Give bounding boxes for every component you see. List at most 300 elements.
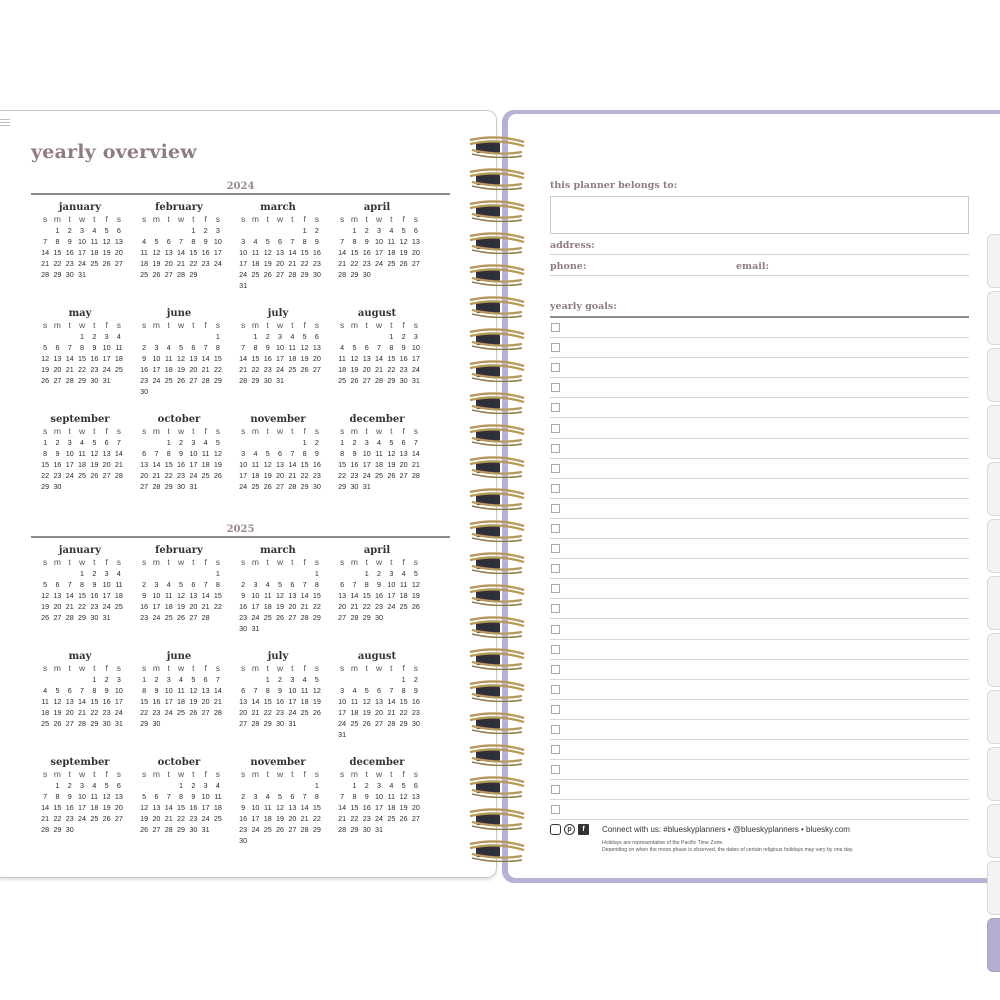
empty-day xyxy=(274,568,286,579)
day-number: 4 xyxy=(92,781,97,790)
day-number: 26 xyxy=(177,613,186,622)
day-grid xyxy=(138,225,228,280)
day-number: 16 xyxy=(350,460,359,469)
weekday-letter: t xyxy=(365,320,368,330)
day-number: 10 xyxy=(387,580,396,589)
day-number: 3 xyxy=(413,332,418,341)
weekday-letter: t xyxy=(390,769,393,779)
day-number: 29 xyxy=(189,270,198,279)
day-number: 12 xyxy=(387,449,396,458)
day-number: 17 xyxy=(362,460,371,469)
day-number: 9 xyxy=(92,580,97,589)
weekday-letter: t xyxy=(365,426,368,436)
day-number: 30 xyxy=(276,719,285,728)
goal-row[interactable] xyxy=(550,479,969,499)
month-tab[interactable] xyxy=(987,519,1000,573)
goal-row[interactable] xyxy=(550,760,969,780)
day-number: 7 xyxy=(352,580,357,589)
day-number: 29 xyxy=(41,482,50,491)
day-number: 20 xyxy=(189,365,198,374)
spiral-ring xyxy=(468,520,528,542)
goal-row[interactable] xyxy=(550,740,969,760)
day-number: 10 xyxy=(152,591,161,600)
weekday-letter: t xyxy=(390,663,393,673)
goal-checkbox[interactable] xyxy=(551,685,560,694)
month-tab[interactable] xyxy=(987,348,1000,402)
day-number: 21 xyxy=(375,365,384,374)
day-number: 2 xyxy=(191,781,196,790)
day-number: 23 xyxy=(362,259,371,268)
month-tab[interactable] xyxy=(987,861,1000,915)
day-number: 25 xyxy=(251,482,260,491)
day-number: 8 xyxy=(265,686,270,695)
day-number: 20 xyxy=(53,365,62,374)
day-number: 11 xyxy=(177,686,185,695)
goal-row[interactable] xyxy=(550,338,969,358)
goal-checkbox[interactable] xyxy=(551,645,560,654)
weekday-letter: s xyxy=(142,769,147,779)
goal-row[interactable] xyxy=(550,539,969,559)
day-number: 29 xyxy=(300,482,309,491)
empty-day xyxy=(150,568,162,579)
goal-row[interactable] xyxy=(550,660,969,680)
weekday-header xyxy=(138,320,228,331)
day-number: 1 xyxy=(92,675,97,684)
day-number: 27 xyxy=(152,825,161,834)
spiral-ring xyxy=(468,552,528,574)
day-number: 17 xyxy=(411,354,420,363)
month-name: february xyxy=(155,202,203,213)
day-number: 13 xyxy=(276,248,285,257)
day-number: 14 xyxy=(65,354,74,363)
day-number: 3 xyxy=(389,569,394,578)
disclaimer-line: Depending on when the moon phase is observed, the dates of certain religious holidays may vary by one day. xyxy=(602,847,854,853)
day-number: 11 xyxy=(201,449,210,458)
goal-checkbox[interactable] xyxy=(551,584,560,593)
goal-row[interactable] xyxy=(550,318,969,338)
day-number: 21 xyxy=(201,602,210,611)
day-number: 18 xyxy=(338,365,347,374)
day-number: 25 xyxy=(140,270,149,279)
day-number: 24 xyxy=(338,719,347,728)
weekday-header xyxy=(138,426,228,437)
weekday-letter: t xyxy=(68,214,71,224)
day-number: 30 xyxy=(102,719,111,728)
day-number: 31 xyxy=(362,482,371,491)
day-grid xyxy=(336,780,426,835)
day-number: 28 xyxy=(338,825,347,834)
day-number: 11 xyxy=(251,460,260,469)
day-number: 10 xyxy=(375,237,384,246)
goal-checkbox[interactable] xyxy=(551,484,560,493)
day-number: 3 xyxy=(104,332,109,341)
goal-checkbox[interactable] xyxy=(551,424,560,433)
empty-day xyxy=(274,437,286,448)
goal-row[interactable] xyxy=(550,358,969,378)
weekday-letter: f xyxy=(204,214,207,224)
day-number: 2 xyxy=(241,792,246,801)
empty-day xyxy=(348,568,360,579)
day-number: 23 xyxy=(399,365,408,374)
day-number: 23 xyxy=(276,708,285,717)
month-calendar xyxy=(31,307,129,413)
empty-day xyxy=(175,568,187,579)
weekday-letter: s xyxy=(116,769,122,779)
day-number: 13 xyxy=(114,792,123,801)
empty-day xyxy=(249,225,261,236)
day-number: 15 xyxy=(387,354,396,363)
day-number: 30 xyxy=(350,482,359,491)
day-number: 16 xyxy=(411,697,420,706)
weekday-letter: s xyxy=(413,426,419,436)
day-number: 8 xyxy=(314,792,319,801)
day-number: 8 xyxy=(55,792,60,801)
empty-day xyxy=(138,780,150,791)
empty-day xyxy=(348,674,360,685)
goal-checkbox[interactable] xyxy=(551,745,560,754)
pinterest-icon[interactable]: p xyxy=(564,824,575,835)
day-number: 25 xyxy=(177,708,186,717)
phone-email-line[interactable] xyxy=(550,275,969,276)
day-number: 18 xyxy=(164,602,173,611)
email-label: email: xyxy=(736,261,769,272)
day-number: 31 xyxy=(338,730,347,739)
instagram-icon[interactable] xyxy=(550,824,561,835)
weekday-letter: t xyxy=(68,769,71,779)
weekday-letter: t xyxy=(291,320,294,330)
day-number: 24 xyxy=(288,708,297,717)
day-number: 26 xyxy=(177,376,186,385)
day-number: 10 xyxy=(201,792,210,801)
day-number: 4 xyxy=(179,675,184,684)
day-number: 10 xyxy=(338,697,347,706)
weekday-letter: s xyxy=(340,769,345,779)
goal-row[interactable] xyxy=(550,499,969,519)
spiral-binding xyxy=(462,136,534,866)
weekday-letter: t xyxy=(167,426,170,436)
weekday-letter: s xyxy=(314,214,320,224)
day-number: 16 xyxy=(239,814,248,823)
day-number: 25 xyxy=(114,602,123,611)
day-number: 13 xyxy=(189,354,198,363)
day-number: 18 xyxy=(375,460,384,469)
day-number: 4 xyxy=(43,686,48,695)
day-number: 4 xyxy=(116,332,121,341)
day-number: 12 xyxy=(399,792,408,801)
goal-checkbox[interactable] xyxy=(551,524,560,533)
month-calendar xyxy=(229,413,327,519)
day-number: 6 xyxy=(67,686,72,695)
empty-day xyxy=(361,674,373,685)
day-number: 28 xyxy=(300,825,309,834)
weekday-letter: m xyxy=(350,426,358,436)
weekday-letter: f xyxy=(204,663,207,673)
day-number: 20 xyxy=(239,708,248,717)
day-number: 18 xyxy=(387,803,396,812)
spiral-ring xyxy=(468,648,528,670)
owner-name-box[interactable] xyxy=(550,196,969,234)
goal-row[interactable] xyxy=(550,378,969,398)
day-number: 5 xyxy=(314,675,319,684)
month-tab[interactable] xyxy=(987,690,1000,744)
day-number: 16 xyxy=(239,602,248,611)
goal-checkbox[interactable] xyxy=(551,464,560,473)
goal-checkbox[interactable] xyxy=(551,544,560,553)
day-number: 20 xyxy=(276,471,285,480)
goal-row[interactable] xyxy=(550,459,969,479)
goal-checkbox[interactable] xyxy=(551,604,560,613)
month-tab[interactable] xyxy=(987,234,1000,288)
day-number: 14 xyxy=(41,248,50,257)
weekday-letter: w xyxy=(78,214,86,224)
weekday-header xyxy=(336,663,426,674)
day-number: 26 xyxy=(399,814,408,823)
empty-day xyxy=(286,225,298,236)
empty-day xyxy=(39,225,51,236)
day-number: 15 xyxy=(338,460,347,469)
weekday-letter: t xyxy=(93,663,96,673)
month-name: may xyxy=(68,651,92,662)
day-number: 19 xyxy=(263,259,272,268)
day-number: 25 xyxy=(251,270,260,279)
goal-checkbox[interactable] xyxy=(551,805,560,814)
goal-checkbox[interactable] xyxy=(551,444,560,453)
goal-row[interactable] xyxy=(550,599,969,619)
goal-row[interactable] xyxy=(550,419,969,439)
month-tab[interactable] xyxy=(987,576,1000,630)
day-number: 18 xyxy=(213,803,222,812)
month-name: july xyxy=(267,308,289,319)
day-number: 22 xyxy=(213,602,222,611)
day-number: 11 xyxy=(375,449,383,458)
month-tab[interactable] xyxy=(987,462,1000,516)
month-tab[interactable] xyxy=(987,918,1000,972)
goal-checkbox[interactable] xyxy=(551,343,560,352)
goal-row[interactable] xyxy=(550,579,969,599)
page-edge-line xyxy=(0,125,10,126)
day-number: 16 xyxy=(201,248,210,257)
day-grid xyxy=(237,437,327,492)
month-name: march xyxy=(260,202,296,213)
goal-row[interactable] xyxy=(550,439,969,459)
day-number: 5 xyxy=(302,332,307,341)
weekday-letter: s xyxy=(241,320,246,330)
day-number: 19 xyxy=(300,354,309,363)
goal-row[interactable] xyxy=(550,620,969,640)
weekday-letter: w xyxy=(375,557,383,567)
month-tab[interactable] xyxy=(987,633,1000,687)
day-number: 3 xyxy=(364,438,369,447)
day-number: 9 xyxy=(364,792,369,801)
day-number: 30 xyxy=(312,270,321,279)
empty-day xyxy=(150,780,162,791)
day-number: 30 xyxy=(263,376,272,385)
day-number: 12 xyxy=(300,343,309,352)
day-number: 21 xyxy=(164,814,173,823)
day-number: 22 xyxy=(53,259,62,268)
day-number: 19 xyxy=(213,460,222,469)
goal-row[interactable] xyxy=(550,519,969,539)
weekday-letter: s xyxy=(142,214,147,224)
day-number: 17 xyxy=(201,803,210,812)
page-edge-line xyxy=(0,122,10,123)
day-number: 2 xyxy=(278,675,283,684)
day-number: 29 xyxy=(338,482,347,491)
month-name: november xyxy=(250,757,306,768)
day-number: 23 xyxy=(140,613,149,622)
day-grid xyxy=(336,568,426,623)
day-number: 9 xyxy=(179,449,184,458)
month-calendar xyxy=(31,650,129,756)
year-divider xyxy=(31,193,450,195)
weekday-letter: s xyxy=(43,663,48,673)
day-number: 29 xyxy=(140,719,149,728)
goal-checkbox[interactable] xyxy=(551,725,560,734)
weekday-letter: w xyxy=(177,769,185,779)
day-number: 3 xyxy=(67,438,72,447)
goal-checkbox[interactable] xyxy=(551,504,560,513)
year-label: 2025 xyxy=(226,524,255,535)
weekday-letter: f xyxy=(105,320,108,330)
day-number: 8 xyxy=(142,686,147,695)
day-number: 5 xyxy=(104,226,109,235)
day-number: 31 xyxy=(276,376,285,385)
day-number: 15 xyxy=(312,591,321,600)
day-number: 14 xyxy=(288,248,297,257)
month-name: april xyxy=(363,202,391,213)
day-number: 5 xyxy=(191,675,196,684)
weekday-letter: s xyxy=(142,426,147,436)
day-number: 26 xyxy=(312,708,321,717)
day-number: 2 xyxy=(154,675,159,684)
day-number: 7 xyxy=(253,686,258,695)
month-tab[interactable] xyxy=(987,291,1000,345)
month-calendar xyxy=(229,650,327,756)
weekday-letter: t xyxy=(291,426,294,436)
goal-checkbox[interactable] xyxy=(551,785,560,794)
month-tab[interactable] xyxy=(987,804,1000,858)
weekday-letter: t xyxy=(266,769,269,779)
weekday-letter: t xyxy=(167,214,170,224)
goal-row[interactable] xyxy=(550,680,969,700)
day-number: 19 xyxy=(53,708,62,717)
empty-day xyxy=(298,780,310,791)
goal-checkbox[interactable] xyxy=(551,705,560,714)
day-number: 1 xyxy=(389,332,394,341)
goal-checkbox[interactable] xyxy=(551,383,560,392)
goal-row[interactable] xyxy=(550,700,969,720)
goal-checkbox[interactable] xyxy=(551,564,560,573)
spiral-ring xyxy=(468,232,528,254)
goal-checkbox[interactable] xyxy=(551,363,560,372)
day-number: 21 xyxy=(201,365,210,374)
day-number: 21 xyxy=(177,259,186,268)
day-number: 12 xyxy=(41,354,50,363)
day-number: 12 xyxy=(177,354,186,363)
goal-row[interactable] xyxy=(550,800,969,820)
weekday-letter: t xyxy=(390,214,393,224)
weekday-letter: s xyxy=(340,557,345,567)
day-number: 13 xyxy=(102,449,111,458)
day-number: 24 xyxy=(387,602,396,611)
goal-row[interactable] xyxy=(550,780,969,800)
weekday-header xyxy=(39,663,129,674)
spiral-ring xyxy=(468,392,528,414)
day-number: 28 xyxy=(201,376,210,385)
goal-checkbox[interactable] xyxy=(551,765,560,774)
day-number: 13 xyxy=(152,803,161,812)
day-number: 28 xyxy=(300,613,309,622)
day-number: 16 xyxy=(90,591,99,600)
day-number: 28 xyxy=(152,482,161,491)
day-grid xyxy=(39,437,129,492)
day-number: 1 xyxy=(401,675,406,684)
weekday-letter: t xyxy=(192,769,195,779)
facebook-icon[interactable]: f xyxy=(578,824,589,835)
day-number: 8 xyxy=(340,449,345,458)
empty-day xyxy=(298,568,310,579)
day-number: 28 xyxy=(213,708,222,717)
day-number: 26 xyxy=(263,270,272,279)
day-number: 3 xyxy=(290,675,295,684)
day-number: 10 xyxy=(375,792,384,801)
day-number: 1 xyxy=(215,569,220,578)
day-number: 6 xyxy=(377,686,382,695)
day-number: 30 xyxy=(53,482,62,491)
planner-info-page xyxy=(508,114,1000,878)
goal-checkbox[interactable] xyxy=(551,665,560,674)
empty-day xyxy=(385,674,397,685)
month-tab[interactable] xyxy=(987,405,1000,459)
day-number: 28 xyxy=(375,376,384,385)
day-number: 3 xyxy=(166,675,171,684)
day-number: 31 xyxy=(411,376,420,385)
day-number: 23 xyxy=(375,602,384,611)
day-number: 7 xyxy=(80,686,85,695)
goal-row[interactable] xyxy=(550,559,969,579)
day-number: 19 xyxy=(189,697,198,706)
weekday-letter: m xyxy=(53,557,61,567)
goal-row[interactable] xyxy=(550,398,969,418)
goal-row[interactable] xyxy=(550,720,969,740)
day-number: 5 xyxy=(389,438,394,447)
weekday-header xyxy=(39,426,129,437)
day-number: 2 xyxy=(67,226,72,235)
month-tab[interactable] xyxy=(987,747,1000,801)
day-number: 22 xyxy=(300,471,309,480)
day-number: 18 xyxy=(350,708,359,717)
goal-checkbox[interactable] xyxy=(551,625,560,634)
day-number: 31 xyxy=(375,825,384,834)
day-number: 8 xyxy=(80,580,85,589)
goal-row[interactable] xyxy=(550,640,969,660)
goal-checkbox[interactable] xyxy=(551,323,560,332)
day-number: 6 xyxy=(203,675,208,684)
day-number: 28 xyxy=(41,825,50,834)
address-line[interactable] xyxy=(550,254,969,255)
goal-checkbox[interactable] xyxy=(551,403,560,412)
day-number: 7 xyxy=(241,343,246,352)
weekday-letter: w xyxy=(177,214,185,224)
day-number: 6 xyxy=(314,332,319,341)
day-number: 21 xyxy=(65,365,74,374)
day-number: 30 xyxy=(90,376,99,385)
day-number: 14 xyxy=(338,248,347,257)
weekday-letter: w xyxy=(177,426,185,436)
day-number: 29 xyxy=(312,825,321,834)
weekday-letter: f xyxy=(402,557,405,567)
day-number: 21 xyxy=(387,708,396,717)
